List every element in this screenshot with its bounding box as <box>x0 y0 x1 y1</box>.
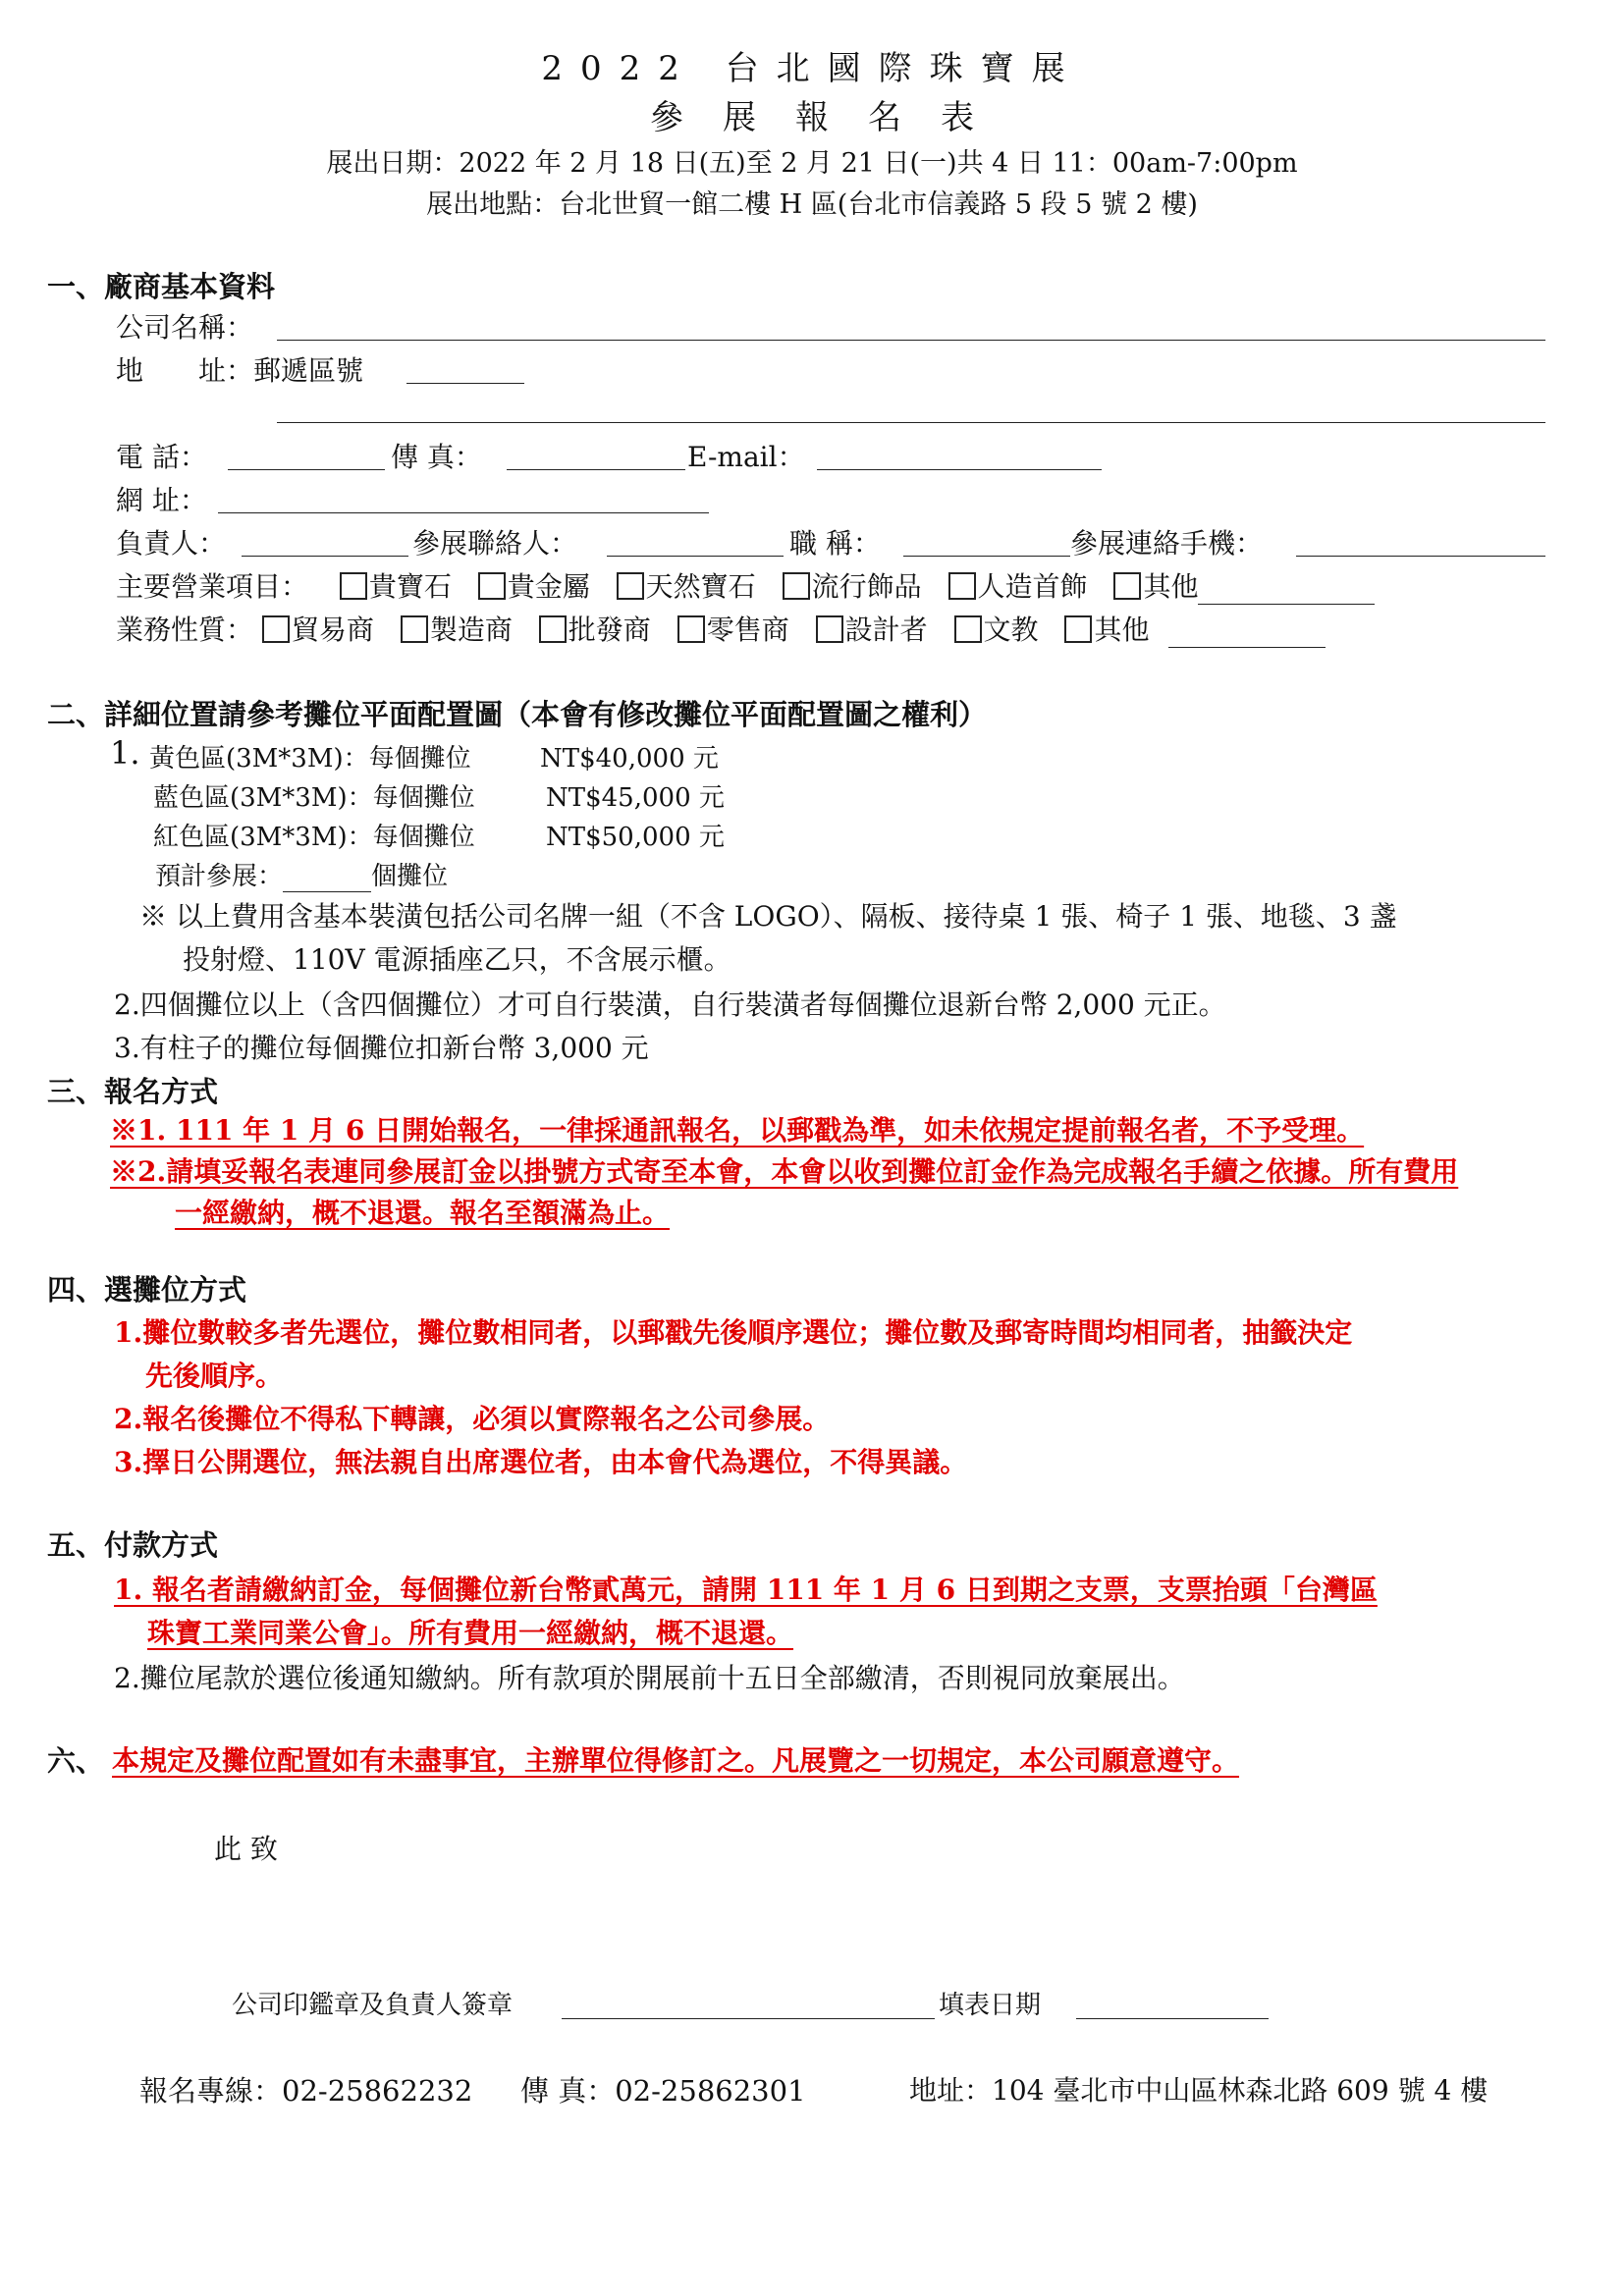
section2-item2: 2.四個攤位以上（含四個攤位）才可自行裝潢，自行裝潢者每個攤位退新台幣 2,000 元正。 <box>114 988 1226 1021</box>
section2-item3: 3.有柱子的攤位每個攤位扣新台幣 3,000 元 <box>114 1032 649 1064</box>
business-option[interactable]: 流行飾品 <box>783 565 922 605</box>
business-nature-row <box>116 609 1326 648</box>
zone-blue-price: NT$45,000 元 <box>546 783 725 813</box>
page-title: 2022 台北國際珠寶展 <box>541 49 1083 88</box>
checkbox[interactable] <box>783 572 810 600</box>
nature-other-field[interactable] <box>1168 647 1326 648</box>
email-field[interactable] <box>817 469 1102 470</box>
address-label: 地 址：郵遞區號 <box>116 354 364 387</box>
expected-booths-label: 預計參展： <box>155 862 284 891</box>
business-option[interactable]: 人造首飾 <box>948 565 1088 605</box>
booth-selection-rule-2: 2.報名後攤位不得私下轉讓，必須以實際報名之公司參展。 <box>114 1403 831 1435</box>
email-label: E-mail： <box>687 441 805 473</box>
booth-selection-rule-3: 3.擇日公開選位，無法親自出席選位者，由本會代為選位，不得異議。 <box>114 1446 968 1478</box>
expected-booths-field[interactable] <box>283 891 371 892</box>
checkbox[interactable] <box>617 572 644 600</box>
website-field[interactable] <box>218 512 709 513</box>
nature-option[interactable]: 製造商 <box>401 609 513 648</box>
expected-booths-suffix: 個攤位 <box>371 862 449 891</box>
checkbox[interactable] <box>677 615 705 643</box>
company-name-field[interactable] <box>277 340 1545 341</box>
contact-person-field[interactable] <box>607 556 784 557</box>
nature-option[interactable]: 零售商 <box>677 609 789 648</box>
section6-prefix: 六、 <box>47 1744 105 1778</box>
fax-field[interactable] <box>507 469 685 470</box>
checkbox[interactable] <box>539 615 567 643</box>
business-nature-label: 業務性質： <box>116 614 254 646</box>
form-date-field[interactable] <box>1076 2018 1269 2019</box>
business-items-row <box>116 565 1375 605</box>
checkbox[interactable] <box>1064 615 1092 643</box>
website-label: 網 址： <box>116 484 207 516</box>
closing-salutation: 此 致 <box>214 1833 278 1865</box>
business-items-label: 主要營業項目： <box>116 570 309 603</box>
nature-option[interactable]: 文教 <box>954 609 1039 648</box>
booth-selection-rule-1: 1.攤位數較多者先選位，攤位數相同者，以郵戳先後順序選位；攤位數及郵寄時間均相同者，抽籤決定 <box>114 1316 1353 1349</box>
address-field[interactable] <box>277 422 1545 423</box>
mobile-field[interactable] <box>1296 556 1545 557</box>
postal-code-field[interactable] <box>406 383 524 384</box>
payment-rule-1-cont: 珠寶工業同業公會」。所有費用一經繳納，概不退還。 <box>147 1617 794 1649</box>
checkbox[interactable] <box>401 615 428 643</box>
zone-yellow-name: 黃色區(3M*3M)：每個攤位 <box>149 744 471 774</box>
section4-heading: 四、選攤位方式 <box>47 1273 247 1307</box>
form-date-label: 填表日期 <box>939 1991 1042 2020</box>
business-option[interactable]: 貴金屬 <box>478 565 590 605</box>
mobile-label: 參展連絡手機： <box>1070 527 1264 560</box>
association-address: 地址：104 臺北市中山區林森北路 609 號 4 樓 <box>909 2074 1489 2107</box>
fee-note-line1: ※ 以上費用含基本裝潢包括公司名牌一組（不含 LOGO）、隔板、接待桌 1 張、椅子 1 張、地毯、3 盞 <box>139 900 1397 933</box>
section2-heading: 二、詳細位置請參考攤位平面配置圖（本會有修改攤位平面配置圖之權利） <box>47 698 988 731</box>
contact-person-label: 參展聯絡人： <box>412 527 578 560</box>
registration-rule-1: ※1. 111 年 1 月 6 日開始報名，一律採通訊報名，以郵戳為準，如未依規定提前報名者，不予受理。 <box>110 1114 1365 1147</box>
checkbox[interactable] <box>262 615 290 643</box>
owner-label: 負責人： <box>116 527 227 560</box>
fax-label: 傳 真： <box>391 441 482 473</box>
registration-rule-2-cont: 一經繳納，概不退還。報名至額滿為止。 <box>175 1197 671 1229</box>
checkbox[interactable] <box>954 615 982 643</box>
expected-booths-row <box>155 856 448 892</box>
checkbox[interactable] <box>340 572 367 600</box>
job-title-label: 職 稱： <box>789 527 881 560</box>
booth-selection-rule-1-cont: 先後順序。 <box>145 1360 284 1392</box>
zone-blue-name: 藍色區(3M*3M)：每個攤位 <box>153 783 475 813</box>
nature-option[interactable]: 設計者 <box>816 609 928 648</box>
section2-item1-number: 1. <box>110 734 140 772</box>
registration-hotline: 報名專線：02-25862232 <box>139 2074 473 2108</box>
section1-heading: 一、廠商基本資料 <box>47 270 276 303</box>
general-provision: 本規定及攤位配置如有未盡事宜，主辦單位得修訂之。凡展覽之一切規定，本公司願意遵守。 <box>112 1744 1240 1777</box>
zone-red-name: 紅色區(3M*3M)：每個攤位 <box>153 823 475 852</box>
job-title-field[interactable] <box>903 556 1070 557</box>
fax-number: 傳 真：02-25862301 <box>520 2074 806 2108</box>
phone-label: 電 話： <box>116 441 207 473</box>
phone-field[interactable] <box>228 469 385 470</box>
nature-option-other[interactable]: 其他 <box>1064 609 1326 648</box>
business-option[interactable]: 貴寶石 <box>340 565 452 605</box>
business-option[interactable]: 天然寶石 <box>617 565 756 605</box>
payment-rule-2: 2.攤位尾款於選位後通知繳納。所有款項於開展前十五日全部繳清，否則視同放棄展出。 <box>114 1662 1185 1694</box>
zone-yellow-price: NT$40,000 元 <box>540 744 719 774</box>
company-name-label: 公司名稱： <box>116 311 254 344</box>
section3-heading: 三、報名方式 <box>47 1075 219 1108</box>
section5-heading: 五、付款方式 <box>47 1528 219 1562</box>
nature-option[interactable]: 貿易商 <box>262 609 374 648</box>
registration-rule-2: ※2.請填妥報名表連同參展訂金以掛號方式寄至本會，本會以收到攤位訂金作為完成報名手續之依據。所有費用 <box>110 1155 1459 1188</box>
exhibition-date: 展出日期：2022 年 2 月 18 日(五)至 2 月 21 日(一)共 4 日 11：00am-7:00pm <box>326 148 1298 179</box>
checkbox[interactable] <box>1113 572 1141 600</box>
checkbox[interactable] <box>816 615 843 643</box>
fee-note-line2: 投射燈、110V 電源插座乙只，不含展示櫃。 <box>183 943 731 976</box>
business-other-field[interactable] <box>1198 604 1375 605</box>
seal-signature-field[interactable] <box>562 2018 935 2019</box>
checkbox[interactable] <box>948 572 976 600</box>
exhibition-venue: 展出地點：台北世貿一館二樓 H 區(台北市信義路 5 段 5 號 2 樓) <box>426 189 1198 220</box>
nature-option[interactable]: 批發商 <box>539 609 651 648</box>
owner-field[interactable] <box>242 556 408 557</box>
checkbox[interactable] <box>478 572 506 600</box>
page-subtitle: 參展報名表 <box>650 98 1013 137</box>
seal-signature-label: 公司印鑑章及負責人簽章 <box>232 1991 514 2020</box>
payment-rule-1: 1. 報名者請繳納訂金，每個攤位新台幣貳萬元，請開 111 年 1 月 6 日到期之支票，支票抬頭「台灣區 <box>114 1574 1378 1606</box>
business-option-other[interactable]: 其他 <box>1113 565 1375 605</box>
zone-red-price: NT$50,000 元 <box>546 823 725 852</box>
